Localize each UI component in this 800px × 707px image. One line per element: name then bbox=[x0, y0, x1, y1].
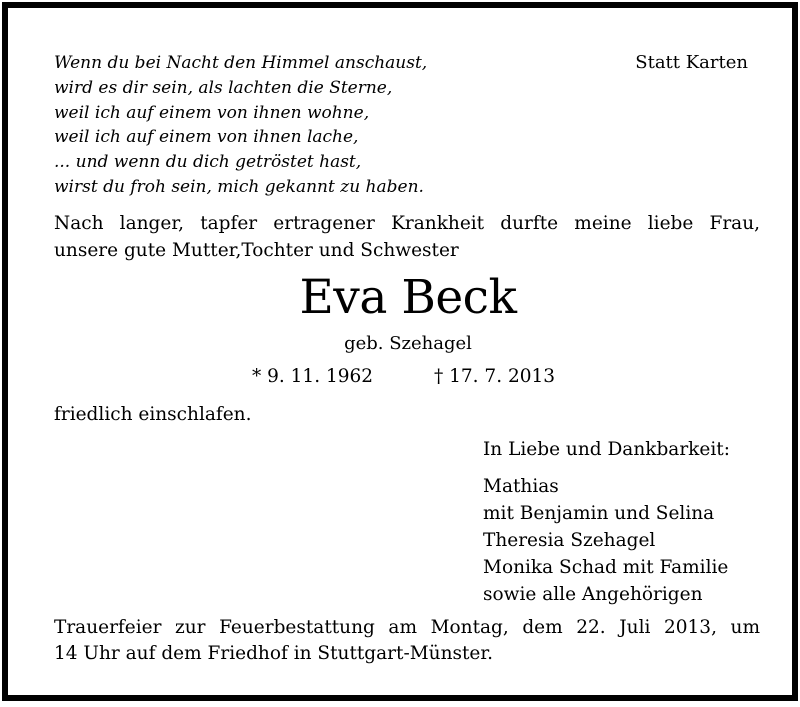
birth-date: * 9. 11. 1962 bbox=[252, 366, 374, 387]
poem-line: weil ich auf einem von ihnen wohne, bbox=[54, 102, 370, 123]
mourner-entry: Mathias bbox=[483, 476, 559, 497]
statt-karten-label: Statt Karten bbox=[635, 52, 748, 73]
poem-line: wirst du froh sein, mich gekannt zu haben. bbox=[54, 176, 424, 197]
death-date: † 17. 7. 2013 bbox=[434, 366, 556, 387]
mourner-entry: sowie alle Angehörigen bbox=[483, 584, 703, 605]
mourner-entry: mit Benjamin und Selina bbox=[483, 503, 715, 524]
intro-text bbox=[54, 210, 760, 264]
closing-phrase: In Liebe und Dankbarkeit: bbox=[483, 439, 730, 460]
maiden-name: geb. Szehagel bbox=[344, 333, 472, 354]
intro-line: Nach langer, tapfer ertragener Krankheit durfte meine liebe Frau, bbox=[54, 213, 760, 234]
passed-text: friedlich einschlafen. bbox=[54, 404, 252, 425]
obituary-frame bbox=[2, 2, 798, 701]
mourner-entry: Monika Schad mit Familie bbox=[483, 557, 729, 578]
poem-line: wird es dir sein, als lachten die Sterne, bbox=[54, 77, 393, 98]
mourners-list bbox=[483, 473, 728, 608]
poem-line: ... und wenn du dich getröstet hast, bbox=[54, 152, 362, 173]
deceased-name: Eva Beck bbox=[299, 270, 517, 325]
poem-line: Wenn du bei Nacht den Himmel anschaust, bbox=[54, 53, 428, 73]
funeral-line: Trauerfeier zur Feuerbestattung am Montag, dem 22. Juli 2013, um bbox=[54, 617, 760, 638]
intro-line: unsere gute Mutter,Tochter und Schwester bbox=[54, 240, 459, 261]
poem bbox=[54, 51, 427, 200]
poem-line: weil ich auf einem von ihnen lache, bbox=[54, 127, 359, 148]
funeral-info bbox=[54, 615, 760, 667]
funeral-line: 14 Uhr auf dem Friedhof in Stuttgart-Münster. bbox=[54, 643, 494, 664]
mourner-entry: Theresia Szehagel bbox=[483, 530, 656, 551]
